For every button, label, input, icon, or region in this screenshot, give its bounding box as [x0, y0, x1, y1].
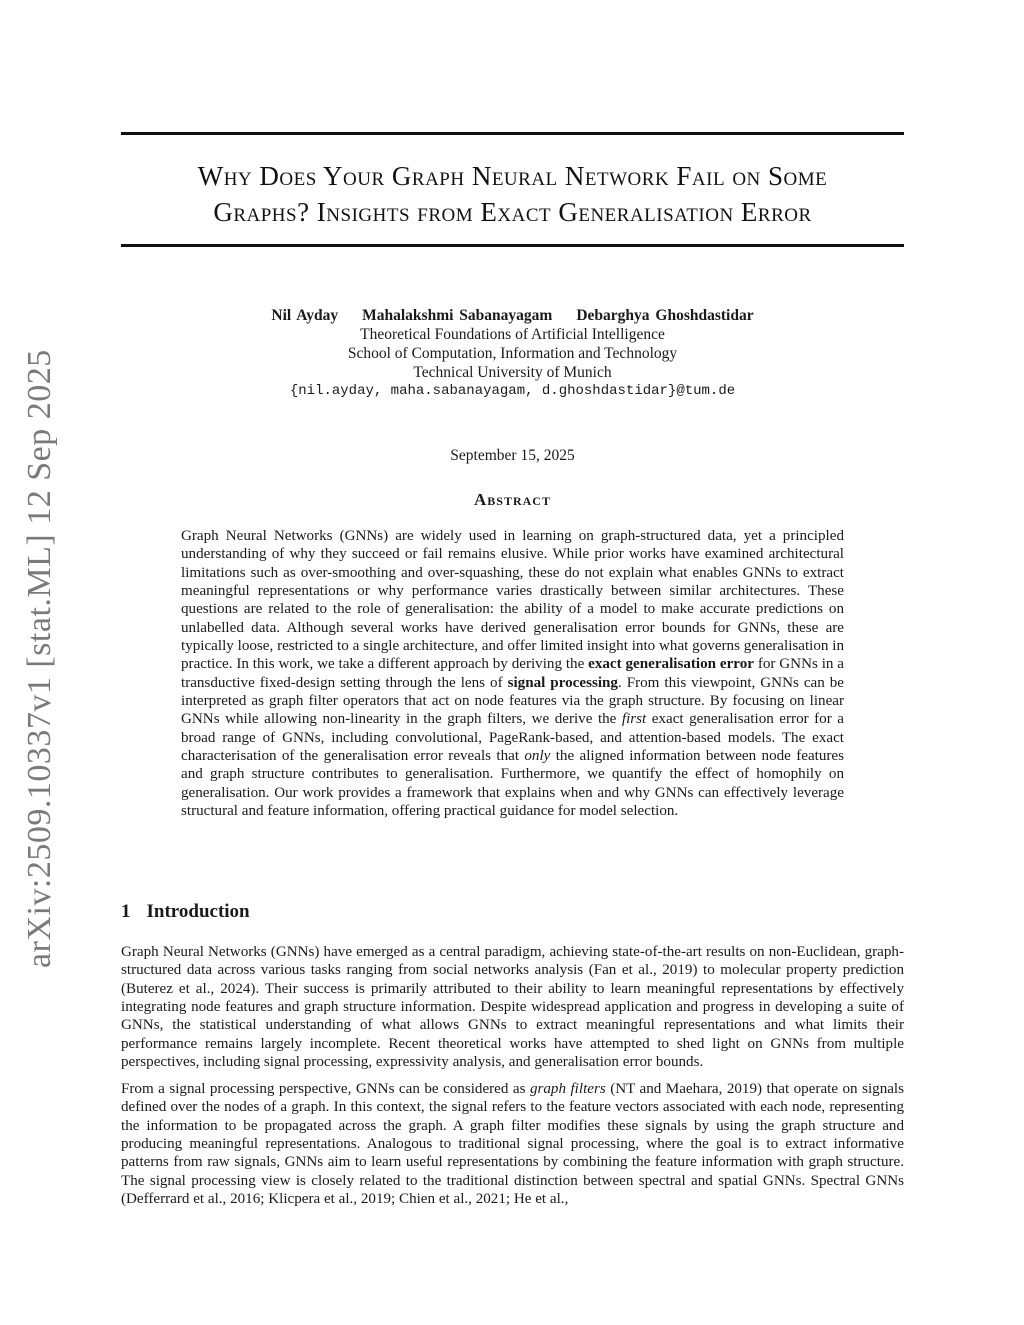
section-number: 1	[121, 901, 131, 922]
abstract-segment: for GNNs in a transductive fixed-design setting through the lens of	[181, 656, 844, 691]
abstract-segment: Graph Neural Networks (GNNs) are widely used in learning on graph-structured data, yet a principled understanding of why they succeed or fail remains elusive. While prior works have examined architectural limitations such as over-smoothing and over-squashing, these do not explain what enables GNNs to extract meaningful representations or why performance varies drastically between similar architectures. These questions are related to the role of generalisation: the ability of a model to make accurate predictions on unlabelled data. Although several works have derived generalisation error bounds for GNNs, these are typically loose, restricted to a single architecture, and offer limited insight into what governs generalisation in practice. In this work, we take a different approach by deriving the	[181, 528, 844, 673]
section-heading-introduction	[121, 901, 250, 923]
abstract-heading: Abstract	[474, 490, 551, 509]
paragraph-segment: From a signal processing perspective, GNNs can be considered as	[121, 1081, 530, 1097]
intro-paragraph-1: Graph Neural Networks (GNNs) have emerged as a central paradigm, achieving state-of-the-art results on non-Euclidean, graph-structured data across various tasks ranging from social networks analysis (Fan et al., 2019) to molecular property prediction (Buterez et al., 2024). Their success is primarily attributed to their ability to learn meaningful representations by effectively integrating node features and graph structure information. Despite widespread application and progress in developing a suite of GNNs, the statistical understanding of what allows GNNs to extract meaningful representations and what limits their performance remains largely incomplete. Recent theoretical works have attempted to shed light on GNNs from multiple perspectives, including signal processing, expressivity analysis, and generalisation error bounds.	[121, 944, 904, 1071]
paper-title-line-2: Graphs? Insights from Exact Generalisation Error	[213, 197, 812, 227]
author-name: Mahalakshmi Sabanayagam	[362, 307, 553, 324]
author-names	[121, 306, 904, 325]
affiliation-line: Theoretical Foundations of Artificial Intelligence	[360, 326, 665, 343]
abstract-segment: exact generalisation error for a broad range of GNNs, including convolutional, PageRank-based, and attention-based models. The exact characterisation of the generalisation error reveals that	[181, 711, 844, 765]
abstract-italic-term: only	[524, 748, 551, 765]
abstract-segment: . From this viewpoint, GNNs can be interpreted as graph filter operators that act on node features via the graph structure. By focusing on linear GNNs while allowing non-linearity in the graph filters, we derive the	[181, 674, 845, 728]
author-name: Debarghya Ghoshdastidar	[576, 307, 754, 324]
title-top-rule	[121, 132, 904, 135]
abstract-bold-term: signal processing	[507, 674, 618, 691]
affiliation-line: School of Computation, Information and Technology	[347, 345, 678, 362]
title-bottom-rule	[121, 244, 904, 247]
author-name: Nil Ayday	[271, 307, 339, 324]
author-block	[121, 306, 904, 401]
section-title: Introduction	[146, 901, 250, 922]
abstract-bold-term: exact generalisation error	[588, 656, 754, 673]
intro-paragraph-2	[121, 1080, 904, 1208]
italic-term: graph filters	[529, 1081, 606, 1097]
arxiv-identifier-stamp: arXiv:2509.10337v1 [stat.ML] 12 Sep 2025	[21, 349, 58, 968]
paper-date: September 15, 2025	[450, 447, 575, 464]
paragraph-segment: (NT and Maehara, 2019) that operate on signals defined over the nodes of a graph. In this context, the signal refers to the feature vectors associated with each node, representing the information to be propagated across the graph. A graph filter modifies these signals by using the graph structure and producing meaningful representations. Analogous to traditional signal processing, where the goal is to extract informative patterns from raw signals, GNNs aim to learn useful representations by combining the feature information with graph structure. The signal processing view is closely related to the traditional distinction between spectral and spatial GNNs. Spectral GNNs (Defferrard et al., 2016; Klicpera et al., 2019; Chien et al., 2021; He et al.,	[121, 1081, 905, 1208]
abstract-text	[181, 527, 844, 821]
abstract-segment: the aligned information between node features and graph structure contributes to generalisation. Furthermore, we quantify the effect of homophily on generalisation. Our work provides a framework that explains when and why GNNs can effectively leverage structural and feature information, offering practical guidance for model selection.	[181, 748, 844, 820]
abstract-italic-term: first	[621, 711, 647, 728]
affiliation-line: Technical University of Munich	[413, 364, 612, 381]
author-emails: {nil.ayday, maha.sabanayagam, d.ghoshdastidar}@tum.de	[289, 383, 736, 399]
paper-title	[121, 158, 904, 230]
paper-title-line-1: Why Does Your Graph Neural Network Fail on Some	[197, 161, 828, 191]
